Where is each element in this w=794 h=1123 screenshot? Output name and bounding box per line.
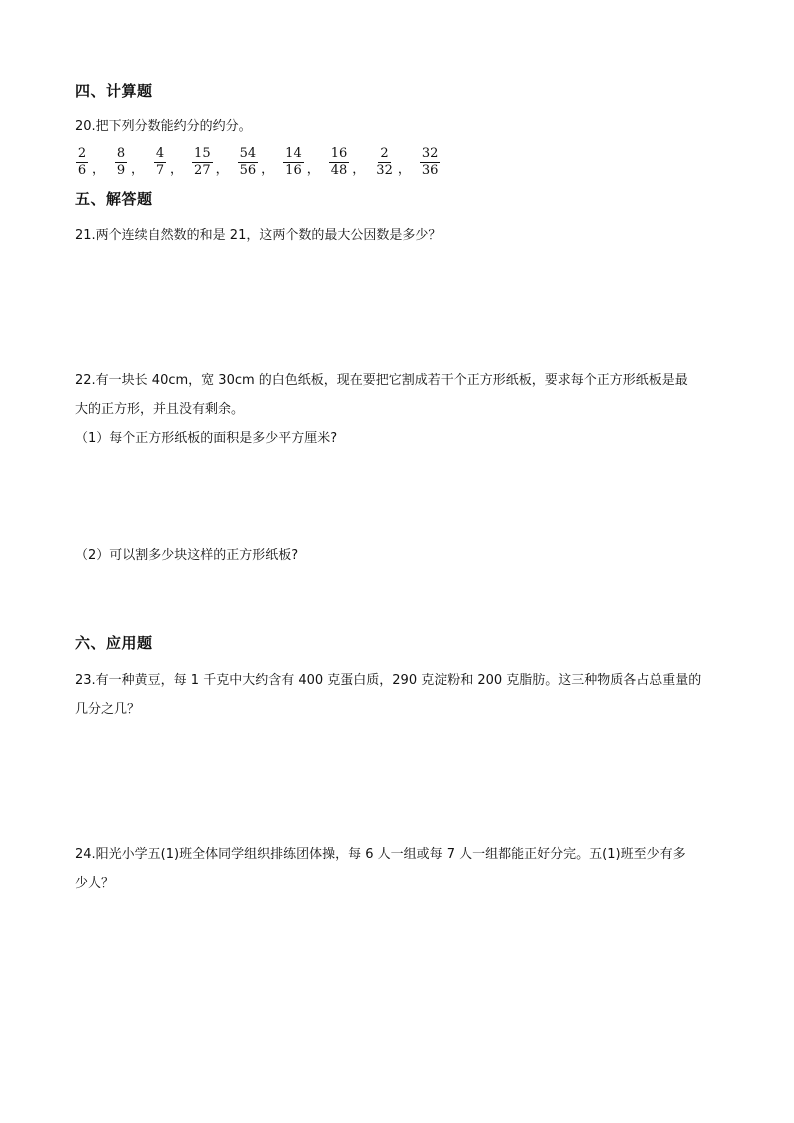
fraction-separator: ， — [397, 162, 411, 177]
question-22-subquestion-2: （2）可以割多少块这样的正方形纸板? — [75, 548, 299, 563]
fraction-item — [374, 147, 395, 178]
question-23-line-1: 23.有一种黄豆，每 1 千克中大约含有 400 克蛋白质，290 克淀粉和 200 克脂肪。这三种物质各占总重量的 — [75, 673, 702, 688]
fraction-item — [420, 147, 441, 178]
fraction-denominator: 6 — [77, 163, 87, 178]
fraction-separator: ， — [92, 162, 106, 177]
fraction-numerator: 2 — [77, 146, 87, 161]
fraction-numerator: 15 — [194, 146, 211, 161]
fraction-item — [153, 147, 167, 178]
fraction-denominator: 16 — [285, 163, 302, 178]
fraction-numerator: 8 — [116, 146, 126, 161]
fraction-separator: ， — [215, 162, 229, 177]
fraction-numerator: 32 — [421, 146, 439, 161]
question-20-prompt: 20.把下列分数能约分的约分。 — [75, 119, 252, 134]
fraction-separator: ， — [306, 162, 320, 177]
fraction-denominator: 7 — [155, 163, 165, 178]
fraction-separator: ， — [261, 162, 275, 177]
fraction-denominator: 9 — [116, 163, 126, 178]
question-22-line-1: 22.有一块长 40cm，宽 30cm 的白色纸板，现在要把它割成若干个正方形纸板，要求每个正方形纸板是最 — [75, 373, 688, 388]
fraction-item — [283, 147, 304, 178]
question-22-subquestion-1: （1）每个正方形纸板的面积是多少平方厘米? — [75, 431, 338, 446]
question-23-line-2: 几分之几？ — [75, 702, 141, 717]
question-24-line-1: 24.阳光小学五(1)班全体同学组织排练团体操，每 6 人一组或每 7 人一组都能正好分完。五(1)班至少有多 — [75, 847, 686, 862]
fraction-denominator: 36 — [421, 163, 439, 178]
fraction-item — [192, 147, 213, 178]
fraction-item — [114, 147, 128, 178]
fraction-item — [329, 147, 350, 178]
fraction-numerator: 4 — [155, 146, 165, 161]
fraction-separator: ， — [131, 162, 145, 177]
fraction-denominator: 48 — [330, 163, 348, 178]
section-title-calculation: 四、计算题 — [75, 82, 153, 100]
question-24-line-2: 少人？ — [75, 876, 115, 891]
question-22-line-2: 大的正方形，并且没有剩余。 — [75, 402, 245, 417]
fraction-item — [238, 147, 259, 178]
fraction-numerator: 2 — [380, 146, 389, 161]
fraction-denominator: 27 — [194, 163, 211, 178]
fraction-numerator: 54 — [239, 146, 257, 161]
question-21-text: 21.两个连续自然数的和是 21，这两个数的最大公因数是多少？ — [75, 228, 442, 243]
question-20-fraction-list — [75, 147, 440, 178]
fraction-numerator: 16 — [330, 146, 348, 161]
fraction-separator: ， — [170, 162, 184, 177]
fraction-denominator: 56 — [239, 163, 257, 178]
section-title-answer: 五、解答题 — [75, 190, 153, 208]
fraction-separator: ， — [352, 162, 366, 177]
section-title-applied: 六、应用题 — [75, 634, 153, 652]
fraction-denominator: 32 — [376, 163, 393, 178]
fraction-item — [75, 147, 89, 178]
fraction-numerator: 14 — [285, 146, 302, 161]
